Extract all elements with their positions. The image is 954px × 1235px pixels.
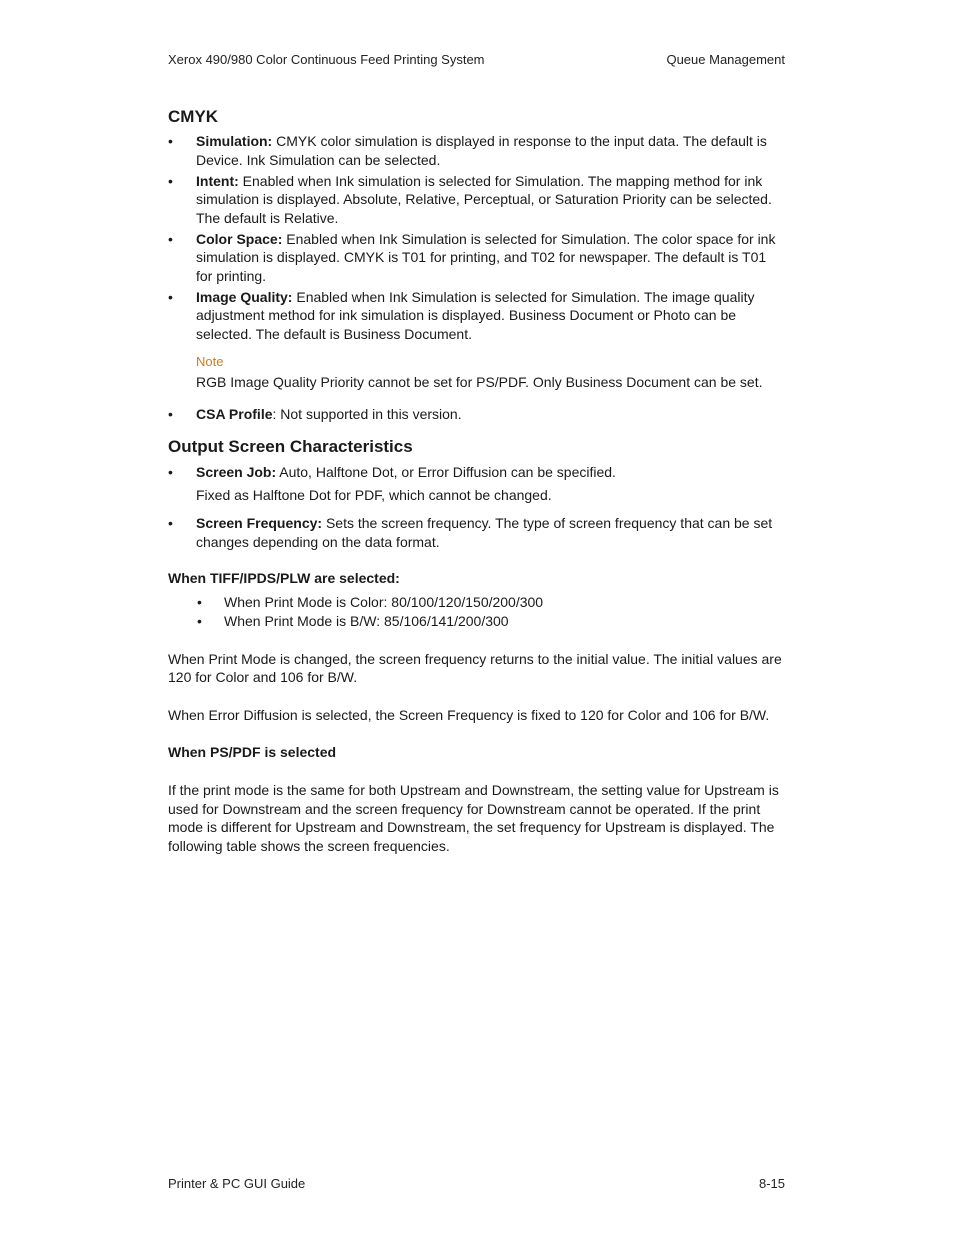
bullet-icon: •: [168, 133, 173, 149]
footer-guide-title: Printer & PC GUI Guide: [168, 1176, 306, 1191]
note-label: Note: [196, 354, 224, 369]
paragraph-error-diffusion: When Error Diffusion is selected, the Screen Frequency is fixed to 120 for Color and 106 for B/W.: [168, 706, 770, 723]
cmyk-heading: CMYK: [168, 107, 219, 126]
item-text: CMYK color simulation is displayed in response to the input data. The default is Device. Ink Simulation can be selected.: [196, 133, 767, 168]
note-text: RGB Image Quality Priority cannot be set for PS/PDF. Only Business Document can be set.: [196, 374, 763, 390]
item-text: : Not supported in this version.: [272, 405, 462, 422]
paragraph-upstream-downstream: If the print mode is the same for both Upstream and Downstream, the setting value for Upstream is used for Downstream and the screen frequency for Downstream cannot be operated. If the print mode is different for Upstream and Downstream, the set frequency for Upstream is displayed. The following table shows the screen frequencies.: [168, 782, 779, 854]
page-number: 8-15: [758, 1176, 785, 1191]
page-body: [168, 107, 786, 855]
item-text: When Print Mode is B/W: 85/106/141/200/300: [224, 613, 509, 629]
list-item: [168, 612, 786, 631]
item-label: CSA Profile: [196, 405, 273, 422]
bullet-icon: •: [197, 613, 202, 629]
item-label: Image Quality:: [196, 288, 293, 305]
csa-list: [168, 405, 786, 424]
pspdf-subheading: When PS/PDF is selected: [168, 744, 337, 760]
item-text: Enabled when Ink Simulation is selected for Simulation. The image quality adjustment method for ink simulation is displayed. Business Document or Photo can be selected. The default is Business Document.: [196, 288, 755, 342]
item-text: Auto, Halftone Dot, or Error Diffusion can be specified.: [276, 464, 616, 480]
bullet-icon: •: [168, 288, 173, 305]
screen-job-list: [168, 463, 786, 482]
list-item: [168, 514, 786, 551]
bullet-icon: •: [168, 230, 173, 247]
item-text: Sets the screen frequency. The type of screen frequency that can be set changes depending on the data format.: [196, 515, 773, 550]
tiff-list: [168, 593, 786, 631]
item-text: Enabled when Ink simulation is selected for Simulation. The mapping method for ink simulation is displayed. Absolute, Relative, Perceptual, or Saturation Priority can be selected. The default is Relative.: [196, 172, 772, 226]
item-label: Color Space:: [196, 230, 283, 247]
output-screen-heading: Output Screen Characteristics: [168, 437, 413, 456]
running-header-section: Queue Management: [666, 52, 785, 67]
note-block: [168, 353, 786, 392]
item-text: When Print Mode is Color: 80/100/120/150/200/300: [224, 594, 544, 610]
item-label: Screen Frequency:: [196, 515, 323, 531]
screen-frequency-list: [168, 514, 786, 551]
running-header-title: Xerox 490/980 Color Continuous Feed Printing System: [168, 52, 485, 67]
list-item: [168, 172, 786, 228]
list-item: [168, 593, 786, 612]
cmyk-list: [168, 132, 786, 343]
paragraph-print-mode: When Print Mode is changed, the screen frequency returns to the initial value. The initial values are 120 for Color and 106 for B/W.: [168, 650, 782, 685]
list-item: [168, 132, 786, 169]
item-label: Screen Job:: [196, 464, 277, 480]
list-item: [168, 288, 786, 344]
tiff-subheading: When TIFF/IPDS/PLW are selected:: [168, 570, 400, 586]
item-label: Simulation:: [196, 133, 273, 149]
bullet-icon: •: [168, 515, 173, 531]
list-item: [168, 463, 786, 482]
list-item: [168, 230, 786, 286]
bullet-icon: •: [168, 405, 173, 422]
bullet-icon: •: [168, 464, 173, 480]
bullet-icon: •: [168, 172, 173, 189]
screen-job-note: Fixed as Halftone Dot for PDF, which cannot be changed.: [196, 486, 552, 503]
item-label: Intent:: [196, 172, 239, 189]
list-item: [168, 405, 786, 424]
bullet-icon: •: [197, 594, 202, 610]
item-text: Enabled when Ink Simulation is selected for Simulation. The color space for ink simulation is displayed. CMYK is T01 for printing, and T02 for newspaper. The default is T01 for printing.: [196, 230, 776, 284]
